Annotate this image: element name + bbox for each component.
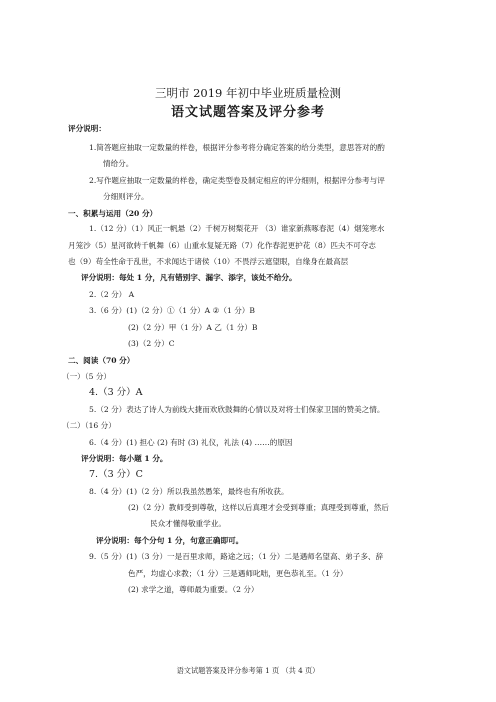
note-line: 分细则评分。 xyxy=(103,192,149,201)
section-heading: 二、阅读（70 分） xyxy=(68,356,135,365)
page-subtitle: 语文试题答案及评分参考 xyxy=(170,105,325,120)
answer-line: 7.（3 分）C xyxy=(89,469,143,480)
answer-line: 民众才懂得敬重学业。 xyxy=(150,519,226,528)
answer-line: 月笼沙（5）星河欲转千帆舞（6）山重水复疑无路（7）化作春泥更护花（8）匹夫不可夺志 xyxy=(68,241,376,250)
answer-line: (2)（2 分）教师受到尊敬，这样以后真理才会受到尊重；真理受到尊重，然后 xyxy=(128,503,389,512)
answer-line: 6.（4 分）(1) 担心 (2) 有时 (3) 礼仪，礼法 (4) ……的原因 xyxy=(89,438,293,447)
page-title: 三明市 2019 年初中毕业班质量检测 xyxy=(154,86,342,100)
scoring-rule: 评分说明：每个分句 1 分，句意正确即可。 xyxy=(96,536,244,545)
answer-line: 1.（12 分）（1）风正一帆悬（2）千树万树梨花开 （3）谁家新燕啄春泥（4）烟笼寒水 xyxy=(89,224,385,233)
answer-line: 9.（5 分）(1)（3 分）一是百里求师，路途之远；（1 分）二是遇师名望高、弟子多、辞 xyxy=(89,552,384,561)
answer-line: 4.（3 分）A xyxy=(89,387,143,398)
answer-line: 2.（2 分） A xyxy=(89,290,135,299)
answer-line: 8.（4 分）(1)（2 分）所以我虽然愚笨，最终也有所收获。 xyxy=(89,487,289,496)
answer-line: (3)（2 分）C xyxy=(128,339,175,348)
answer-line: 色严，均虚心求教；（1 分）三是遇师叱咄，更色恭礼至。（1 分） xyxy=(128,569,348,578)
page-footer: 语文试题答案及评分参考第 1 页 （共 4 页） xyxy=(176,666,320,675)
answer-line: 3.（6 分）(1)（2 分）①（1 分）A ②（1 分）B xyxy=(89,306,255,315)
section-heading: 一、积累与运用（20 分） xyxy=(68,209,158,218)
subsection-heading: （二）（16 分） xyxy=(62,421,116,430)
answer-line: 也（9）苟全性命于乱世，不求闻达于诸侯（10）不畏浮云遮望眼，自缘身在最高层 xyxy=(68,257,349,266)
note-line: 情给分。 xyxy=(103,159,134,168)
scoring-rule: 评分说明：每处 1 分，凡有错别字、漏字、添字，该处不给分。 xyxy=(81,273,297,282)
subsection-heading: （一）（5 分） xyxy=(62,372,112,381)
answer-line: (2) 求学之道，尊师最为重要。（2 分） xyxy=(128,585,259,594)
notes-heading: 评分说明： xyxy=(68,124,106,133)
answer-line: 5.（2 分）表达了诗人为前线大捷而欢欣鼓舞的心情以及对将士们保家卫国的赞美之情。 xyxy=(89,405,385,414)
scoring-rule: 评分说明：每小题 1 分。 xyxy=(81,454,168,463)
note-line: 2.写作题应抽取一定数量的样卷，确定类型卷及制定相应的评分细则，根据评分参考与评 xyxy=(89,176,385,185)
note-line: 1.简答题应抽取一定数量的样卷，根据评分参考将分确定答案的给分类型，意思答对的酌 xyxy=(89,143,385,152)
answer-line: (2)（2 分）甲（1 分）A 乙（1 分）B xyxy=(128,323,258,332)
